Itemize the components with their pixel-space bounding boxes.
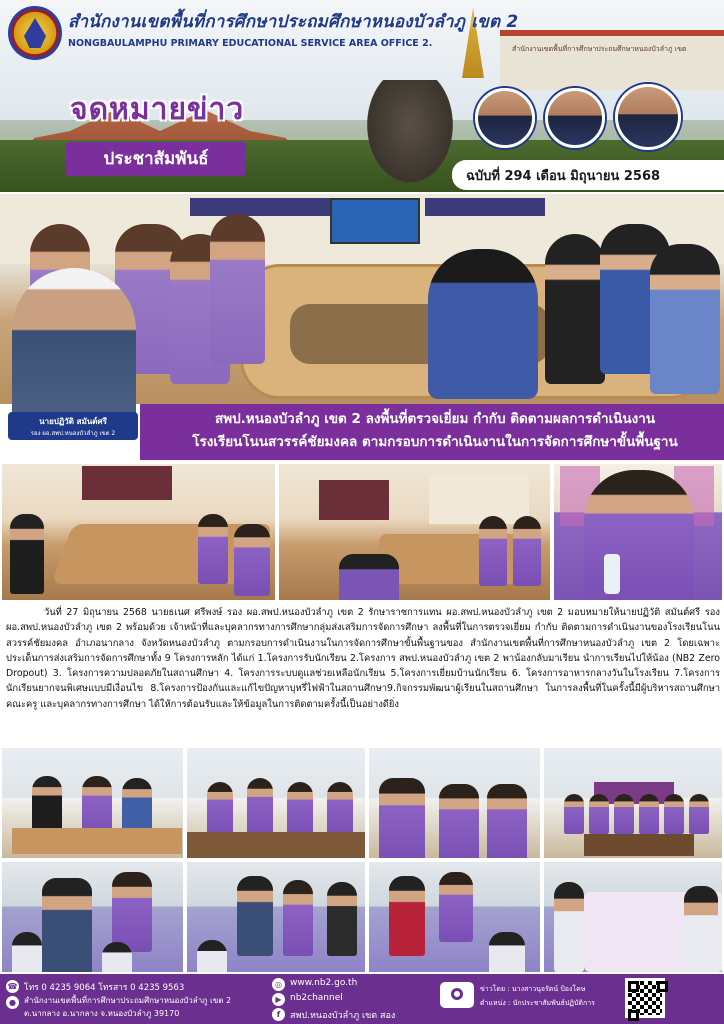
headline-line-1: สพป.หนองบัวลำภู เขต 2 ลงพื้นที่ตรวจเยี่ยม กำกับ ติดตามผลการดำเนินงาน: [214, 411, 656, 427]
meeting-banner-right: [425, 198, 545, 216]
photo-person: [589, 794, 609, 834]
photo-person: [689, 794, 709, 834]
photo-person: [564, 794, 584, 834]
lunch-photo: [367, 860, 542, 974]
attendee: [545, 234, 605, 384]
org-name-thai: สำนักงานเขตพื้นที่การศึกษาประถมศึกษาหนองบัวลำภู เขต 2: [68, 12, 519, 32]
youtube-link[interactable]: nb2channel: [290, 993, 343, 1003]
photo-person: [379, 778, 425, 860]
photo-person: [614, 794, 634, 834]
issue-number: ฉบับที่ 294 เดือน มิถุนายน 2568: [466, 169, 661, 184]
website-link[interactable]: www.nb2.go.th: [290, 978, 358, 988]
student: [684, 886, 718, 974]
student: [197, 940, 227, 974]
lunch-photo: [185, 860, 367, 974]
photo-banner: [82, 466, 172, 500]
photo-person: [32, 776, 62, 836]
photo-person: [247, 778, 273, 836]
photo-banner: [319, 480, 389, 520]
reporter-name: ข่าวโดย : นางสาวนุจรัตน์ ป้องโคษ: [480, 985, 586, 993]
photo-person: [327, 882, 357, 956]
event-photo: [542, 746, 724, 860]
photo-person: [513, 516, 541, 586]
newsletter-subtitle: ประชาสัมพันธ์: [66, 142, 246, 176]
executive-portrait-2: [545, 88, 605, 148]
lunch-photo: [542, 860, 724, 974]
photo-person: [283, 880, 313, 956]
horse-statue-image: [360, 80, 460, 192]
facebook-link[interactable]: สพป.หนองบัวลำภู เขต สอง: [290, 1011, 396, 1021]
photo-person: [234, 524, 270, 596]
contact-phone: โทร 0 4235 9064 โทรสาร 0 4235 9563: [24, 983, 185, 993]
executive-portrait-1: [475, 88, 535, 148]
globe-icon: ◎: [272, 978, 285, 991]
photo-person: [389, 876, 425, 956]
photo-person: [339, 554, 399, 602]
student: [12, 932, 42, 974]
event-photo: [0, 746, 185, 860]
headline-line-2: โรงเรียนโนนสวรรค์ชัยมงคล ตามกรอบการดำเนินงานในการจัดการศึกษาขั้นพื้นฐาน: [192, 434, 678, 450]
location-icon: ●: [6, 996, 19, 1009]
photo-person: [112, 872, 152, 952]
photo-person: [439, 872, 473, 942]
photo-person: [237, 876, 273, 956]
building-sign: สำนักงานเขตพื้นที่การศึกษาประถมศึกษาหนองบัวลำภู เขต: [512, 45, 687, 53]
water-bottle: [604, 554, 620, 594]
address-line-1: สำนักงานเขตพื้นที่การศึกษาประถมศึกษาหนองบัวลำภู เขต 2: [24, 996, 232, 1005]
photo-table: [584, 834, 694, 856]
event-photo: [277, 462, 552, 602]
photo-person: [479, 516, 507, 586]
student: [554, 882, 584, 972]
org-name-english: NONGBAULAMPHU PRIMARY EDUCATIONAL SERVICE AREA OFFICE 2.: [68, 38, 433, 49]
facebook-icon: f: [272, 1008, 285, 1021]
portrait-caption: [8, 412, 138, 440]
student: [489, 932, 525, 974]
portrait-name: นายปฏิวัติ สมันต์ศรี: [39, 417, 107, 426]
photo-table: [187, 832, 367, 860]
qr-code-icon[interactable]: [625, 978, 665, 1018]
event-photo: [0, 462, 277, 602]
photo-person: [584, 470, 694, 602]
photo-person: [10, 514, 44, 594]
event-photo: [552, 462, 724, 602]
executive-portrait-3: [615, 84, 681, 150]
camera-icon: [440, 982, 474, 1008]
photo-person: [664, 794, 684, 834]
event-photo: [185, 746, 367, 860]
photo-person: [42, 878, 92, 974]
photo-person: [487, 784, 527, 860]
youtube-icon: ▶: [272, 993, 285, 1006]
photo-person: [82, 776, 112, 836]
office-building-image: [500, 30, 724, 90]
photo-person: [198, 514, 228, 584]
projector-screen: [330, 198, 420, 244]
photo-person: [327, 782, 353, 836]
meeting-banner-left: [190, 198, 330, 216]
event-photo: [367, 746, 542, 860]
photo-table: [12, 828, 182, 854]
office-logo-icon: [8, 6, 62, 60]
reporter-role: ตำแหน่ง : นักประชาสัมพันธ์ปฏิบัติการ: [480, 999, 595, 1007]
portrait-role: รอง ผอ.สพป.หนองบัวลำภู เขต 2: [30, 430, 116, 437]
photo-person: [439, 784, 479, 860]
attendee: [650, 244, 720, 394]
article-body: วันที่ 27 มิถุนายน 2568 นายธเนศ ศรีพงษ์ รอง ผอ.สพป.หนองบัวลำภู เขต 2 รักษาราชการแทน ผอ.สพป.หนองบัวลำภู เขต 2 มอบหมายให้นายปฏิวัติ สมันต์ศรี รอง ผอ.สพป.หนองบัวลำภู เขต 2 พร้อมด้วย เจ้าหน้าที่และบุคลากรทางการศึกษากลุ่มส่งเสริมการจัดการศึกษา ลงพื้นที่ในการตรวจเยี่ยม กำกับ ติดตามการดำเนินงานของโรงเรียนโนนสวรรค์ชัยมงคล อำเภอนากลาง จังหวัดหนองบัวลำภู ตามกรอบการดำเนินงานในการจัดการศึกษาขั้นพื้นฐานของ สำนักงานเขตพื้นที่การศึกษาหนองบัวลำภู เขต 2 โดยเฉพาะประเด็นการส่งเสริมการจัดการศึกษาทั้ง 9 โครงการหลัก ได้แก่ 1.โครงการรับนักเรียน 2.โครงการ สพป.หนองบัวลำภู เขต 2 พาน้องกลับมาเรียน นำการเรียนไปให้น้อง (NB2 Zero Dropout) 3. โครงการความปลอดภัยในสถานศึกษา 4. โครงการระบบดูแลช่วยเหลือนักเรียน 5.โครงการเยี่ยมบ้านนักเรียน 6. โครงการอาหารกลางวันในโรงเรียน 7.โครงการนักเรียนยากจนพิเศษแบบมีเงื่อนไข 8.โครงการป้องกันและแก้ไขปัญหาบุหรี่ไฟฟ้าในสถานศึกษา9.กิจกรรมพัฒนาผู้เรียนในสถานศึกษา ในการลงพื้นที่ในครั้งนี้มีผู้บริหารสถานศึกษา คณะครู และบุคลากรทางการศึกษา ได้ให้การต้อนรับและให้ข้อมูลในการติดตามครั้งนี้เป็นอย่างดียิ่ง: [6, 607, 720, 710]
lunch-photo: [0, 860, 185, 974]
student: [102, 942, 132, 974]
photo-person: [207, 782, 233, 836]
attendee-back-view: [428, 249, 538, 399]
attendee: [210, 214, 265, 364]
photo-person: [287, 782, 313, 836]
newsletter-header: [0, 0, 724, 192]
photo-person: [639, 794, 659, 834]
address-line-2: ต.นากลาง อ.นากลาง จ.หนองบัวลำภู 39170: [24, 1009, 180, 1018]
phone-icon: ☎: [7, 982, 18, 991]
photo-window: [429, 474, 529, 524]
newsletter-title: จดหมายข่าว: [70, 92, 245, 127]
